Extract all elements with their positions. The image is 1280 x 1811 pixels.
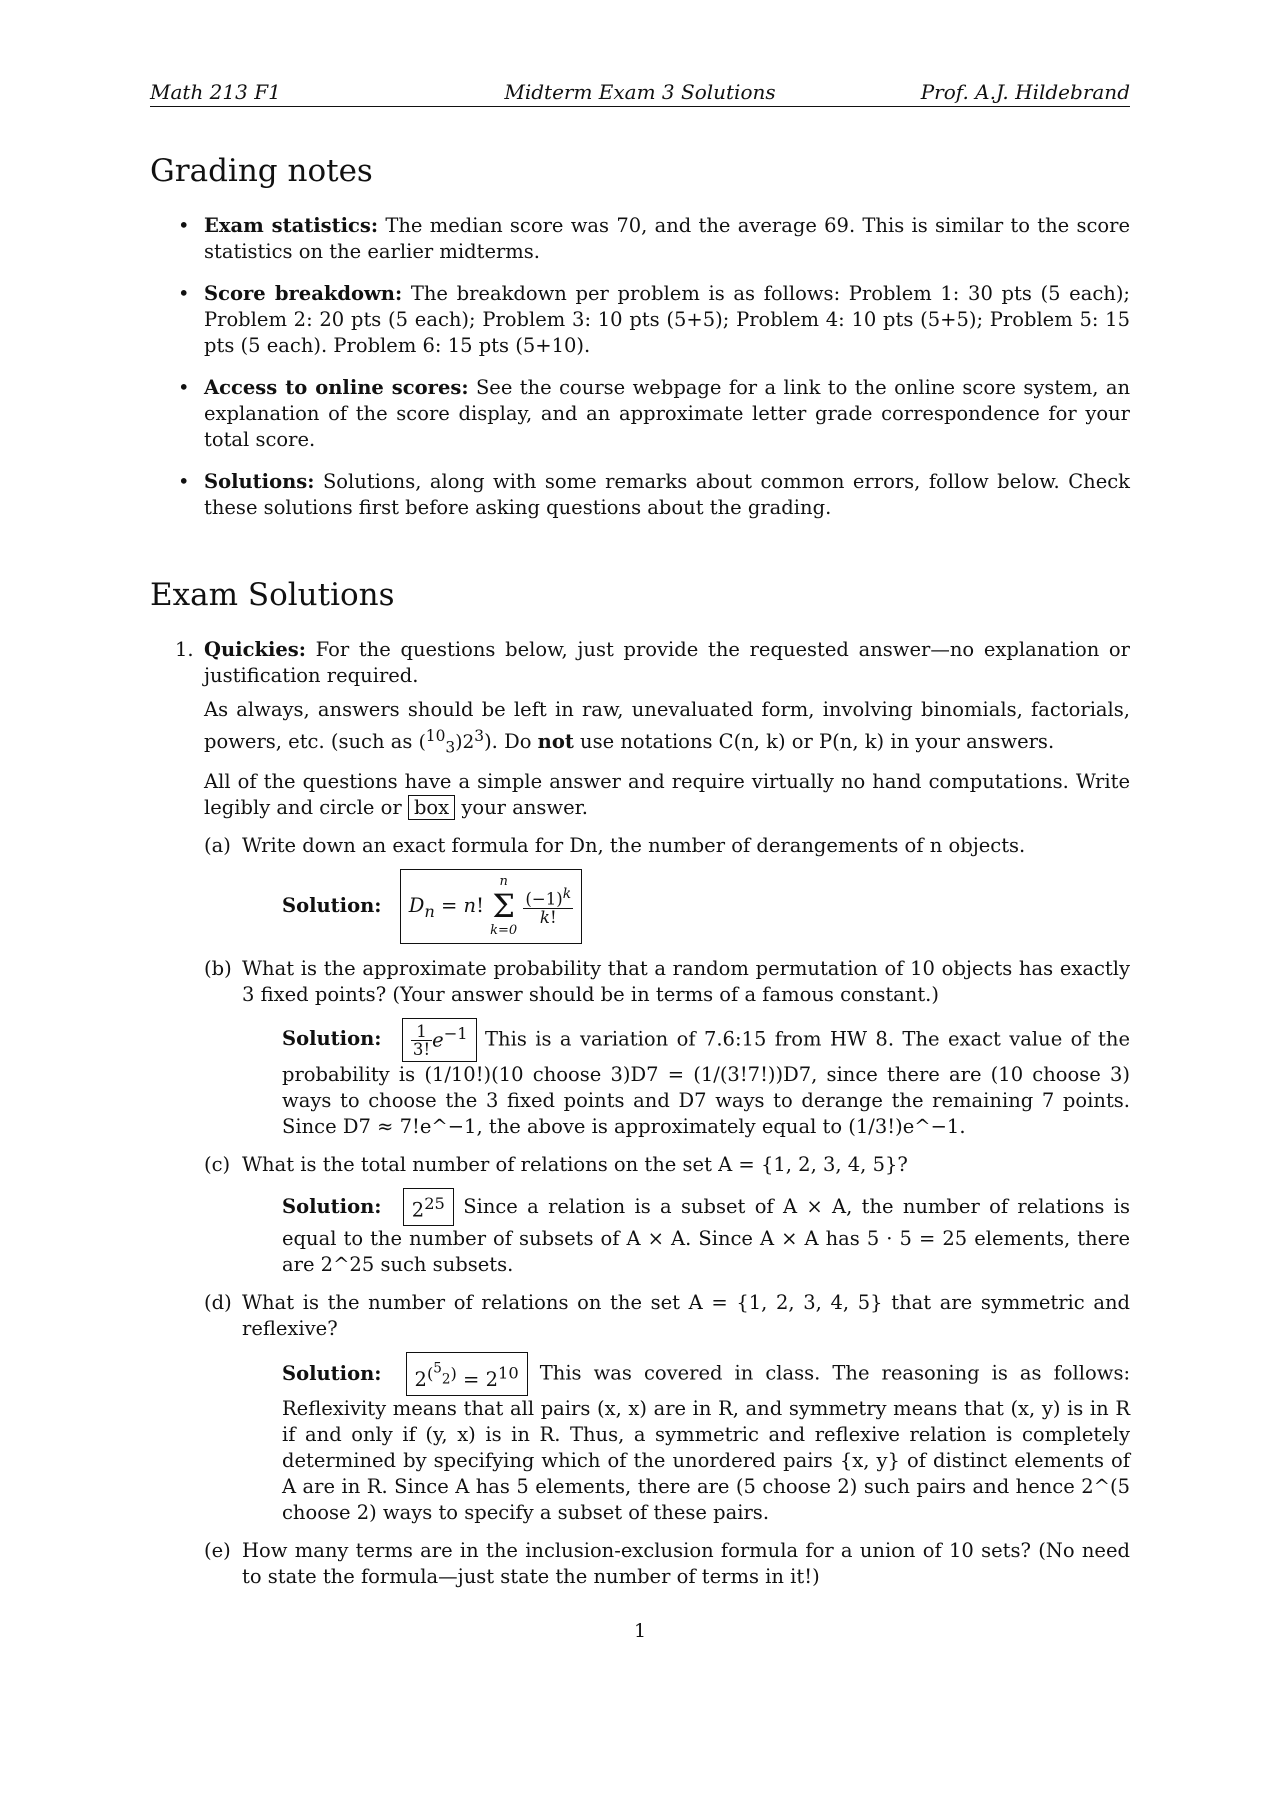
exam-title: Midterm Exam 3 Solutions — [504, 80, 776, 104]
solution-explanation: This was covered in class. The reasoning is as follows: Reflexivity means that all pairs (x, x) are in R, and symmetry means that (x, y) is in R if and only if (y, x) is in R. Thus, a symmetric and reflexive relation is completely determined by specifying which of the unordered pairs {x, y} of distinct elements of A are in R. Since A has 5 elements, there are (5 choose 2) such pairs and hence 2^(5 choose 2) ways to specify a subset of these pairs. — [282, 1361, 1131, 1525]
question-text: What is the number of relations on the set A = {1, 2, 3, 4, 5} that are symmetric and reflexive? — [242, 1291, 1130, 1341]
solution-explanation: Since a relation is a subset of A × A, the number of relations is equal to the number of subsets of A × A. Since A × A has 5 · 5 = 25 elements, there are 2^25 such subsets. — [282, 1194, 1130, 1277]
question-text: How many terms are in the inclusion-exclusion formula for a union of 10 sets? (No need to state the formula—just state the number of terms in it!) — [242, 1539, 1130, 1589]
course-name: Math 213 F1 — [150, 80, 281, 104]
bullet-icon: • — [178, 214, 190, 237]
bullet-icon: • — [178, 376, 190, 399]
list-item: • Score breakdown: The breakdown per problem is as follows: Problem 1: 30 pts (5 each); Problem 2: 20 pts (5 each); Problem 3: 10 pts (5+5); Problem 4: 10 pts (5+5); Problem 5: 15 pts (5 each). Problem 6: 15 pts (5+10). — [178, 282, 1130, 357]
solution: Solution: $2^{25}$ Since a relation is a subset of A × A, the number of relations is equal to the number of subsets of A × A. Since A × A has 5 · 5 = 25 elements, there are 2^25 such subsets. — [282, 1188, 1130, 1279]
part-b: (b) What is the approximate probability that a random permutation of 10 objects has exactly 3 fixed points? (Your answer should be in terms of a famous constant.) Solution: $\frac{1}{3!}$ $e^{-1}$ This is a variation of 7.6:15 from HW 8. The exact value of the probability is (1/10!)(10 choose 3)D7 = (1/(3!7!))D7, since there are (10 choose 3) ways to choose the 3 fixed points and D7 ways to derange the remaining 7 points. Since D7 ≈ 7!e^−1, the above is approximately equal to (1/3!)e^−1. — [204, 956, 1130, 1138]
list-item: • Solutions: Solutions, along with some remarks about common errors, follow below. Check these solutions first before asking questions about the grading. — [178, 470, 1131, 519]
solution: Solution: $\frac{1}{3!}$ $e^{-1}$ This is a variation of 7.6:15 from HW 8. The exact value of the probability is (1/10!)(10 choose 3)D7 = (1/(3!7!))D7, since there are (10 choose 3) ways to choose the 3 fixed points and D7 ways to derange the remaining 7 points. Since D7 ≈ 7!e^−1, the above is approximately equal to (1/3!)e^−1. — [282, 1018, 1130, 1140]
question-text: What is the approximate probability that a random permutation of 10 objects has exactly 3 fixed points? (Your answer should be in terms of a famous constant.) — [242, 956, 1130, 1006]
solution-explanation: This is a variation of 7.6:15 from HW 8. The exact value of the probability is (1/10!)(10 choose 3)D7 = (1/(3!7!))D7, since there are (10 choose 3) ways to choose the 3 fixed points and D7 ways to derange the remaining 7 points. Since D7 ≈ 7!e^−1, the above is approximately equal to (1/3!)e^−1. — [282, 1027, 1130, 1138]
solution: Solution: $D_n = n$! n Σ k=0 $\frac{(-1)^k}{k!}$ — [282, 869, 1130, 944]
exam-solutions-title: Exam Solutions — [150, 577, 395, 613]
part-d: (d) What is the number of relations on the set A = {1, 2, 3, 4, 5} that are symmetric and reflexive? Solution: $2^{(^5_2)} = 2^{10}$ This was covered in class. The reasoning is as follows: Reflexivity means that all pairs (x, x) are in R, and symmetry means that (x, y) is in R if and only if (y, x) is in R. Thus, a symmetric and reflexive relation is completely determined by specifying which of the unordered pairs {x, y} of distinct elements of A are in R. Since A has 5 elements, there are (5 choose 2) such pairs and hence 2^(5 choose 2) ways to specify a subset of these pairs. — [204, 1291, 1131, 1525]
bullet-icon: • — [178, 470, 190, 493]
part-c: (c) What is the total number of relations on the set A = {1, 2, 3, 4, 5}? Solution: $2^{25}$ Since a relation is a subset of A × A, the number of relations is equal to the number of subsets of A × A. Since A × A has 5 · 5 = 25 elements, there are 2^25 such subsets. — [204, 1152, 1130, 1277]
problem-instructions-2: All of the questions have a simple answer and require virtually no hand computations. Write legibly and circle or box your answer. — [204, 769, 1130, 819]
part-e: (e) How many terms are in the inclusion-exclusion formula for a union of 10 sets? (No need to state the formula—just state the number of terms in it!) — [204, 1539, 1130, 1589]
solution: Solution: $2^{(^5_2)} = 2^{10}$ This was covered in class. The reasoning is as follows: Reflexivity means that all pairs (x, x) are in R, and symmetry means that (x, y) is in R if and only if (y, x) is in R. Thus, a symmetric and reflexive relation is completely determined by specifying which of the unordered pairs {x, y} of distinct elements of A are in R. Since A has 5 elements, there are (5 choose 2) such pairs and hence 2^(5 choose 2) ways to specify a subset of these pairs. — [282, 1352, 1130, 1526]
list-item: • Access to online scores: See the course webpage for a link to the online score system, an explanation of the score display, and an approximate letter grade correspondence for your total score. — [178, 376, 1130, 451]
answer-box: $2^{25}$ — [403, 1188, 454, 1227]
running-header — [150, 78, 1130, 107]
grading-notes-list — [150, 213, 1130, 521]
answer-box: $D_n = n$! n Σ k=0 $\frac{(-1)^k}{k!}$ — [400, 869, 582, 944]
grading-notes-title: Grading notes — [150, 153, 373, 189]
page-number: 1 — [633, 1620, 647, 1642]
problem-instructions: As always, answers should be left in raw, unevaluated form, involving binomials, factorials, powers, etc. (such as $(^{10}_3)2^3$). Do not use notations C(n, k) or P(n, k) in your answers. — [204, 698, 1130, 757]
instructor-name: Prof. A.J. Hildebrand — [920, 80, 1130, 104]
question-text: What is the total number of relations on the set A = {1, 2, 3, 4, 5}? — [242, 1152, 908, 1176]
list-item: • Exam statistics: The median score was 70, and the average 69. This is similar to the score statistics on the earlier midterms. — [178, 214, 1130, 263]
bullet-icon: • — [178, 282, 190, 305]
part-a: (a) Write down an exact formula for Dn, the number of derangements of n objects. Solution: $D_n = n$! n Σ k=0 $\frac{(-1)^k}{k!}$ — [204, 833, 1130, 944]
answer-box: $2^{(^5_2)} = 2^{10}$ — [406, 1352, 528, 1396]
problem-intro: Quickies: For the questions below, just provide the requested answer—no explanation or justification required. — [204, 638, 1130, 687]
question-text: Write down an exact formula for Dn, the number of derangements of n objects. — [242, 833, 1026, 857]
answer-box: $\frac{1}{3!}$ $e^{-1}$ — [402, 1018, 477, 1062]
problem-1: 1. Quickies: For the questions below, just provide the requested answer—no explanation or justification required. As always, answers should be left in raw, unevaluated form, involving binomials, factorials, powers, etc. (such as $(^{10}_3)2^3$). Do not use notations C(n, k) or P(n, k) in your answers. All of the questions have a simple answer and require virtually no hand computations. Write legibly and circle or box your answer. (a) Write down an exact formula for Dn, the number of derangements of n objects. Solution: $D_n = n$! n Σ k=0 $\frac{(-1)^k}{k!}$ (b) What is the approximate probability that a random permutation of 10 objects has exactly 3 fixed points? (Your answer should be in terms of a famous constant.) Solution: $\frac{1}{3!}$ $e^{-1}$ This is a variation of 7.6:15 from HW 8. The exact value of the probability is (1/10!)(10 choose 3)D7 = (1/(3!7!))D7, since there are (10 choose 3) ways to choose the 3 fixed points and D7 ways to derange the remaining 7 points. Since D7 ≈ 7!e^−1, the above is approximately equal to (1/3!)e^−1. (c) What is the total number of relations on the set A = {1, 2, 3, 4, 5}? Solution: $2^{25}$ Since a relation is a subset of A × A, the number of relations is equal to the number of subsets of A × A. Since A × A has 5 · 5 = 25 elements, there are 2^25 such subsets. (d) What is the number of relations on the set A = {1, 2, 3, 4, 5} that are symmetric and reflexive? Solution: $2^{(^5_2)} = 2^{10}$ This was covered in class. The reasoning is as follows: Reflexivity means that all pairs (x, x) are in R, and symmetry means that (x, y) is in R if and only if (y, x) is in R. Thus, a symmetric and reflexive relation is completely determined by specifying which of the unordered pairs {x, y} of distinct elements of A are in R. Since A has 5 elements, there are (5 choose 2) such pairs and hence 2^(5 choose 2) ways to specify a subset of these pairs. (e) How many terms are in the inclusion-exclusion formula for a union of 10 sets? (No need to state the formula—just state the number of terms in it!) — [175, 638, 1131, 1589]
document-page — [150, 78, 1130, 1590]
